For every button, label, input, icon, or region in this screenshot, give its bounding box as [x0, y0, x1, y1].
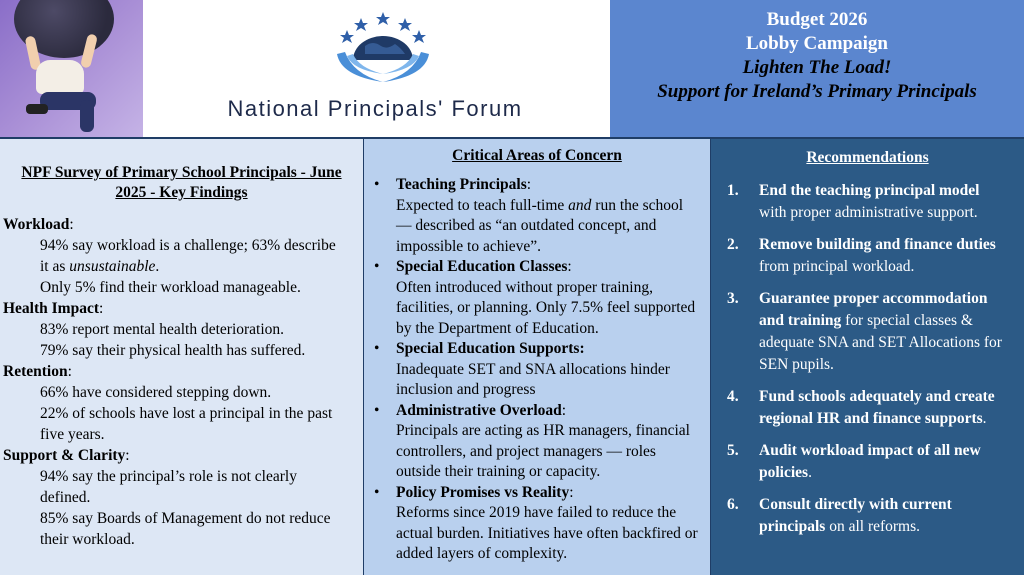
campaign-line-slogan: Lighten The Load! — [742, 57, 892, 78]
finding-fact-text: 85% say Boards of Management do not reduce their workload. — [40, 510, 331, 548]
recommendation-text: . — [808, 464, 812, 481]
bullet-icon: • — [374, 340, 380, 357]
concerns-panel — [364, 137, 711, 575]
finding-category-colon: : — [99, 300, 104, 317]
concern-text: run the school — described as “an outdated concept, and impossible to achieve”. — [396, 196, 684, 255]
concern-item — [372, 339, 702, 401]
finding-fact-text: 22% of schools have lost a principal in the past five years. — [40, 405, 333, 443]
campaign-line-lobby: Lobby Campaign — [745, 33, 889, 54]
finding-fact-text: 66% have considered stepping down. — [40, 384, 272, 401]
hero-illustration — [0, 0, 143, 137]
finding-category — [0, 298, 363, 319]
finding-fact-text: 94% say the principal’s role is not clearly defined. — [40, 468, 297, 506]
campaign-box — [610, 0, 1024, 137]
recommendation-bold: Audit workload impact of all new policies — [759, 442, 981, 481]
concern-name: Special Education Supports: — [396, 340, 585, 357]
concern-item — [372, 175, 702, 257]
recommendation-text: on all reforms. — [825, 518, 921, 535]
recommendation-item — [723, 386, 1010, 430]
finding-category-name: Workload — [3, 216, 70, 233]
recommendation-item — [723, 180, 1010, 224]
recommendation-text: from principal workload. — [759, 258, 915, 275]
concern-emphasis: and — [568, 196, 592, 214]
bullet-icon: • — [374, 483, 380, 501]
concern-text: Reforms since 2019 have failed to reduce the actual burden. Initiatives have often backfired or added layers of complexity. — [396, 504, 698, 562]
recommendation-number: 4. — [727, 388, 739, 405]
person-leg — [80, 100, 94, 132]
globe-hands-logo-icon — [323, 8, 443, 86]
finding-fact-text: Only 5% find their workload manageable. — [40, 279, 301, 296]
survey-findings-panel — [0, 137, 364, 575]
recommendations-list — [711, 180, 1024, 538]
person-shoe — [26, 104, 48, 114]
concern-name: Policy Promises vs Reality: — [396, 483, 574, 501]
survey-title: NPF Survey of Primary School Principals - June 2025 - Key Findings — [21, 164, 342, 201]
bullet-icon: • — [374, 176, 380, 193]
concern-item — [372, 257, 702, 339]
bullet-icon: • — [374, 258, 380, 275]
recommendation-number: 6. — [727, 496, 739, 513]
finding-fact — [0, 508, 363, 550]
concern-name: Teaching Principals: — [396, 176, 532, 193]
concern-colon: : — [526, 176, 532, 193]
concern-item — [372, 483, 702, 565]
finding-fact — [0, 403, 363, 445]
campaign-line-budget: Budget 2026 — [766, 9, 868, 30]
finding-category-colon: : — [67, 363, 72, 380]
recommendations-panel — [711, 137, 1024, 575]
recommendation-bold: End the teaching principal model — [759, 182, 980, 199]
recommendation-bold: Fund schools adequately and create regional HR and finance supports — [759, 388, 995, 427]
recommendation-number: 3. — [727, 290, 739, 307]
concerns-list — [364, 175, 710, 565]
finding-category — [0, 361, 363, 382]
concern-name: Administrative Overload: — [396, 401, 567, 419]
logo-wordmark: National Principals' Forum — [227, 96, 523, 121]
recommendation-item — [723, 494, 1010, 538]
finding-category-name: Retention — [3, 363, 68, 380]
finding-category — [0, 214, 363, 235]
finding-category-name: Support & Clarity — [3, 447, 126, 464]
concern-text: Expected to teach full-time — [396, 196, 569, 214]
findings-list — [0, 214, 363, 550]
recommendation-text: with proper administrative support. — [759, 204, 978, 221]
concern-name: Special Education Classes: — [396, 258, 572, 275]
campaign-line-support: Support for Ireland’s Primary Principals — [657, 81, 977, 102]
recommendation-bold: Remove building and finance duties — [759, 236, 996, 253]
recommendation-bold: Guarantee proper accommodation and training — [759, 290, 988, 329]
concern-colon: : — [567, 258, 572, 275]
npf-logo — [143, 0, 610, 137]
finding-fact-emphasis: unsustainable — [69, 258, 156, 275]
finding-fact — [0, 277, 363, 298]
finding-fact-text: . — [155, 258, 160, 275]
finding-fact-text: 94% say workload is a challenge; 63% describe it as — [40, 237, 336, 275]
recommendation-number: 2. — [727, 236, 739, 253]
recommendation-item — [723, 234, 1010, 278]
recommendation-number: 5. — [727, 442, 739, 459]
bullet-icon: • — [374, 401, 380, 419]
concerns-title: Critical Areas of Concern — [452, 147, 622, 164]
finding-category-colon: : — [125, 447, 130, 464]
finding-fact-text: 83% report mental health deterioration. — [40, 321, 285, 338]
recommendation-item — [723, 288, 1010, 376]
finding-fact — [0, 340, 363, 361]
finding-fact — [0, 235, 363, 277]
recommendation-bold: Consult directly with current principals — [759, 496, 952, 535]
concern-colon: : — [569, 483, 574, 501]
finding-fact-text: 79% say their physical health has suffered. — [40, 342, 306, 359]
header-banner — [0, 0, 1024, 137]
finding-fact — [0, 382, 363, 403]
recommendation-text: . — [982, 410, 987, 427]
recommendation-text: for special classes & adequate SNA and SET Allocations for SEN pupils. — [759, 312, 1002, 373]
concern-text: Principals are acting as HR managers, financial controllers, and project managers — roles outside their training or capacity. — [396, 422, 690, 480]
concern-text: Inadequate SET and SNA allocations hinder inclusion and progress — [396, 360, 670, 398]
recommendation-number: 1. — [727, 182, 739, 199]
person-torso — [36, 60, 84, 94]
concern-colon: : — [561, 401, 567, 419]
finding-fact — [0, 319, 363, 340]
finding-category-colon: : — [69, 216, 74, 233]
finding-category — [0, 445, 363, 466]
recommendation-item — [723, 440, 1010, 484]
recommendations-title: Recommendations — [806, 149, 929, 166]
concern-item — [372, 401, 702, 483]
finding-category-name: Health Impact — [3, 300, 100, 317]
concern-text: Often introduced without proper training, facilities, or planning. Only 7.5% feel supported by the Department of Education. — [396, 278, 696, 337]
finding-fact — [0, 466, 363, 508]
